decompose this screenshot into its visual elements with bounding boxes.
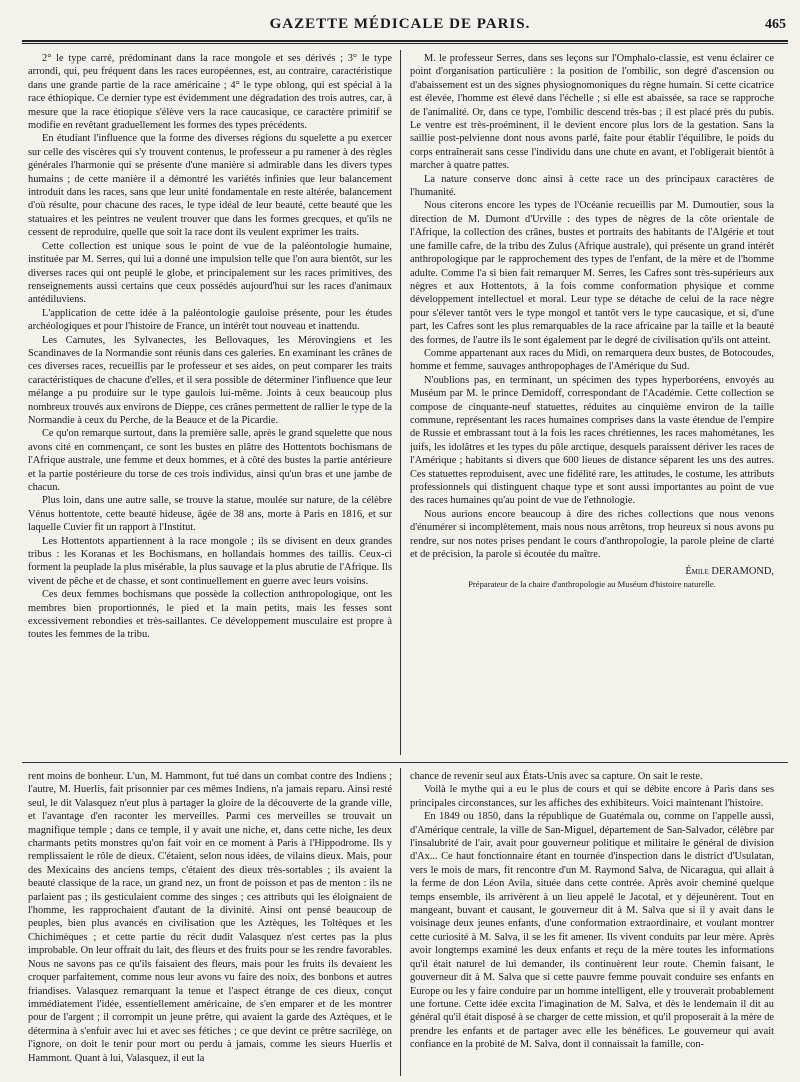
- paragraph: N'oublions pas, en terminant, un spécimen des types hyperboréens, envoyés au Muséum par M. le prince Demidoff, correspondant de l'Académie. Cette collection se compose de cinquante-neuf statuettes, réduites au cinquième environ de la taille commune, représentant les races humaines comprises dans la vaste étendue de l'empire de Russie et embrassant tout à la fois les races chrétiennes, les races mahométanes, les juifs, les idolâtres et les types du pôle arctique, desquels paraissent dériver les races de l'Amérique ; habitants si divers que 600 lieues de distance séparent les uns des autres. Ces statuettes reproduisent, avec une fidélité rare, les attitudes, le costume, les attributs professionnels qui distinguent chaque type et sont aussi importantes au point de vue des races humaines qu'au point de vue de l'ethnologie.: [410, 374, 774, 507]
- paragraph: Les Hottentots appartiennent à la race mongole ; ils se divisent en deux grandes tribus : les Koranas et les Bochismans, en hollandais hommes des taillis. Ceux-ci forment la peuplade la plus misérable, la plus sauvage et la plus abrutie de l'Afrique. Ils vivent de pêche et de chasse, et sont continuellement en guerre avec leurs voisins.: [28, 535, 392, 587]
- author-name: Émile DERAMOND,: [685, 566, 774, 578]
- paragraph: Comme appartenant aux races du Midi, on remarquera deux bustes, de Botocoudes, homme et femme, sauvages anthropophages de l'Amérique du Sud.: [410, 347, 774, 373]
- paragraph: Ces deux femmes bochismans que possède la collection anthropologique, ont les membres bien proportionnés, le pied et la main petits, mais les fesses sont excessivement rebondies et très-saillantes. Ce développement musculaire est propre à toutes les femmes de la tribu.: [28, 589, 392, 641]
- upper-left-column: [28, 52, 392, 752]
- paragraph: En 1849 ou 1850, dans la république de Guatémala ou, comme on l'appelle aussi, d'Amérique centrale, la ville de San-Miguel, département de San-Salvador, célèbre par l'insalubrité de l'air, avait pour gouverneur politique et militaire le général de division d'Ax... Ce haut fonctionnaire étant en tournée d'inspection dans le district d'Usulatan, vers le mois de mars, fit rencontre d'un M. Raymond Salva, de Nicaragua, qui allait à la ferme de don Léon Avila, située dans cette contrée. Après avoir cheminé quelque temps ensemble, ils arrivèrent à un lieu appelé le Jacotal, et y déjeunèrent. Tout en mangeant, buvant et causant, le gouverneur dit à M. Salva que si il y avait dans le voisinage deux jeunes enfants, d'une conformation extraordinaire, et voulant montrer cette curiosité à M. Salva, il se les fit amener. Ils vivent conduits par leur mère. Après avoir longtemps examiné les deux enfants et reçu de la mère toutes les informations qu'il était naturel de lui demander, ils continuèrent leur route. Chemin faisant, le gouverneur dit à M. Salva que si cette pauvre femme pouvait conduire ses enfants en Europe ou les y faire conduire par un homme intelligent, elle y trouverait probablement une fortune. Cette idée excita l'imagination de M. Salva, et dès le lendemain il dit au général qu'il était disposé à se charger de cette mission, et qu'il proposerait à la mère de prendre les enfants et de partager avec elle les bénéfices. Le gouverneur qui avait confiance en la probité de M. Salva, dont il connaissait la famille, con-: [410, 811, 774, 1051]
- header-rule: [22, 40, 788, 42]
- column-divider: [400, 50, 401, 755]
- journal-title: GAZETTE MÉDICALE DE PARIS.: [269, 16, 531, 32]
- paragraph: Nous citerons encore les types de l'Océanie recueillis par M. Dumoutier, sous la direction de M. Dumont d'Urville : des types de nègres de la côte orientale de l'Afrique, la collection des crânes, bustes et portraits des habitants de l'Algérie et tout une famille cafre, de la tribu des Zulus (Afrique australe), qui présente un grand intérêt anthropologique par le rapprochement des types de l'enfant, de la mère et de l'homme adulte. Comme l'a si bien fait remarquer M. Serres, les Cafres sont très-supérieurs aux nègres et aux Hottentots, à la fois comme conformation physique et comme développement intellectuel et moral. Leur type se détache de celui de la race nègre pour s'élever tantôt vers le type mongol et tantôt vers le type caucasique, et si, d'une part, les Cafres sont les plus remarquables de la race africaine par la taille et la beauté des formes, de l'autre ils le sont également par le degré de civilisation qu'ils ont atteint.: [410, 200, 774, 346]
- lower-left-column: [28, 770, 392, 1075]
- author-role: Préparateur de la chaire d'anthropologie au Muséum d'histoire naturelle.: [468, 578, 716, 589]
- page-header: [0, 16, 800, 40]
- paragraph: Ce qu'on remarque surtout, dans la première salle, après le grand squelette que nous avons cité en commençant, ce sont les bustes en plâtre des Hottentots bochismans de l'Afrique australe, une femme et deux hommes, et à côté des bustes la partie antérieure et la partie postérieure du torse de ces trois individus, ainsi qu'un bras et une jambe de chacun.: [28, 428, 392, 493]
- paragraph: L'application de cette idée à la paléontologie gauloise présente, pour les études archéologiques et pour l'histoire de France, un intérêt tout nouveau et inattendu.: [28, 307, 392, 333]
- paragraph: Cette collection est unique sous le point de vue de la paléontologie humaine, instituée par M. Serres, qui lui a donné une impulsion telle que l'on aura bientôt, sur les diverses races qui ont peuplé le globe, et principalement sur les races primitives, des renseignements aussi certains que ceux possédés aujourd'hui sur les races d'animaux antédiluviens.: [28, 240, 392, 306]
- paragraph: rent moins de bonheur. L'un, M. Hammont, fut tué dans un combat contre des Indiens ; l'autre, M. Huerlis, fait prisonnier par ces mêmes Indiens, n'a jamais reparu. Ainsi resté seul, le dit Valasquez n'eut plus à partager la gloire de la découverte de la grande ville, et l'avantage d'en raconter les merveilles. Parmi ces merveilles se trouvait un magnifique temple ; dans ce temple, il y avait une niche, et, dans cette niche, les deux charmants petits monstres qu'on fait voir en ce moment à Paris à l'Hippodrome. Ils y remplissaient le rôle de dieux. C'étaient, selon nous idées, de vilains dieux. Mais, pour des Mexicains des anciens temps, c'étaient des dieux très-sortables ; ils avaient la beauté classique de la race, un grand nez, un front de poisson et pas de menton : ils ne parlaient pas ; ils gesticulaient comme des singes ; ces attributs qui les éloignaient de l'homme, les rapprochaient d'autant de la divinité. Ainsi ont pensé beaucoup de peuples, bien plus avancés en civilisation que les Aztèques, les Toltèques et les Chichimèques ; et cette partie du récit dudit Valasquez n'est certes pas la plus improbable. On leur offrait du lait, des fleurs et des fruits pour se les rendre favorables. Nous ne savons pas ce qu'ils faisaient des fleurs, mais pour les fruits ils devaient les croquer parfaitement, comme nous leur avons vu faire des noix, des bonbons et autres friandises. Valasquez remarquant la tenue et l'aspect étrange de ces dieux, conçut immédiatement l'idée, essentiellement américaine, de s'en emparer et de les montrer pour de l'argent ; il corrompit un jeune prêtre, qui avaient la garde des Aztèques, et le détermina à s'enfuir avec lui et avec ses fétiches ; ce que devint ce prêtre sacrilège, on l'ignore, on doit le tenir pour mort ou perdu à jamais, comme les sieurs Huerlis et Hammont. Quant à lui, Valasquez, il eut la: [28, 771, 392, 1064]
- paragraph: Plus loin, dans une autre salle, se trouve la statue, moulée sur nature, de la célèbre Vénus hottentote, cette beauté hideuse, âgée de 38 ans, morte à Paris en 1816, et sur laquelle Cuvier fit un rapport à l'Institut.: [28, 495, 392, 534]
- author-signature: [410, 565, 774, 589]
- paragraph: chance de revenir seul aux États-Unis avec sa capture. On sait le reste.: [410, 771, 703, 782]
- paragraph: 2° le type carré, prédominant dans la race mongole et ses dérivés ; 3° le type arrondi, qui, peu fréquent dans les races européennes, est, au contraire, caractéristique dans une grande partie de la race américaine ; 4° le type oblong, qui est spécial à la race éthiopique. Ce dernier type est évidemment une dégradation des trois autres, car, à mesure que la race étiopique s'élève vers la race caucasique, ce caractère primitif se modifie en revêtant graduellement les formes des types précédents.: [28, 53, 392, 132]
- lower-right-column: [410, 770, 774, 1075]
- header-rule-thin: [22, 43, 788, 44]
- paragraph: La nature conserve donc ainsi à cette race un des principaux caractères de l'humanité.: [410, 173, 774, 199]
- section-divider: [22, 762, 788, 763]
- column-divider-lower: [400, 768, 401, 1076]
- paragraph: M. le professeur Serres, dans ses leçons sur l'Omphalo-classie, est venu éclairer ce point d'organisation particulière : la position de l'ombilic, son degré d'ascension ou d'abaissement est un des signes physiognomoniques du règne humain. Si cette cicatrice est élevée, l'homme est élevé dans l'échelle ; si elle est abaissée, sa race se rapproche de l'animalité. Or, dans ce type, l'ombilic descend très-bas ; il est placé près du pubis. Le ventre est très-proéminent, il le devient encore plus lors de la gestation. Sans la saillie post-pelvienne dont nous avons parlé, faite pour établir l'équilibre, le poids du corps entraînerait sans cesse l'individu dans une chute en avant, et l'obligerait bientôt à marcher à quatre pattes.: [410, 53, 774, 172]
- page-number: 465: [765, 17, 786, 32]
- paragraph: Nous aurions encore beaucoup à dire des riches collections que nous venons d'énumérer si incomplètement, mais nous nous arrêtons, trop heureux si nous avons pu rendre, sur nos notes prises pendant le cours d'anthropologie, la parole pleine de clarté et de précision, la parole si écoutée du maître.: [410, 508, 774, 561]
- upper-right-column: [410, 52, 774, 752]
- paragraph: Voilà le mythe qui a eu le plus de cours et qui se débite encore à Paris dans ses principales circonstances, sur les affiches des exhibiteurs. Voici maintenant l'histoire.: [410, 784, 774, 809]
- paragraph: En étudiant l'influence que la forme des diverses régions du squelette a pu exercer sur celle des viscères qui s'y trouvent contenus, le professeur a pu ramener à des règles générales l'harmonie qui se présente d'une manière si admirable dans les divers types humains ; de cette manière il a démontré les variétés infinies que leur balancement introduit dans les races, sans que leur unité fondamentale en reste altérée, balancement d'où résulte, pour chacune des races, le type idéal de leur beauté, cette beauté que les statuaires et les peintres ne veulent trouver que dans les formes grecques, et qu'ils ne cessent de reproduire, quelle que soit la race dont ils veulent exprimer les traits.: [28, 133, 392, 239]
- paragraph: Les Carnutes, les Sylvanectes, les Bellovaques, les Mérovingiens et les Scandinaves de la Normandie sont réunis dans ces galeries. En examinant les crânes de ces diverses races, recueillis par le professeur et ses aides, on peut comparer les traits caractéristiques de chacune d'elles, et il sera possible de déterminer l'influence que leur mélange a pu produire sur le type gaulois lui-même. Joints à ceux beaucoup plus nombreux trouvés aux environs de Dieppe, ces crânes permettent de rallier le type de la Normandie à ceux du Perche, de la Beauce et de la Picardie.: [28, 334, 392, 426]
